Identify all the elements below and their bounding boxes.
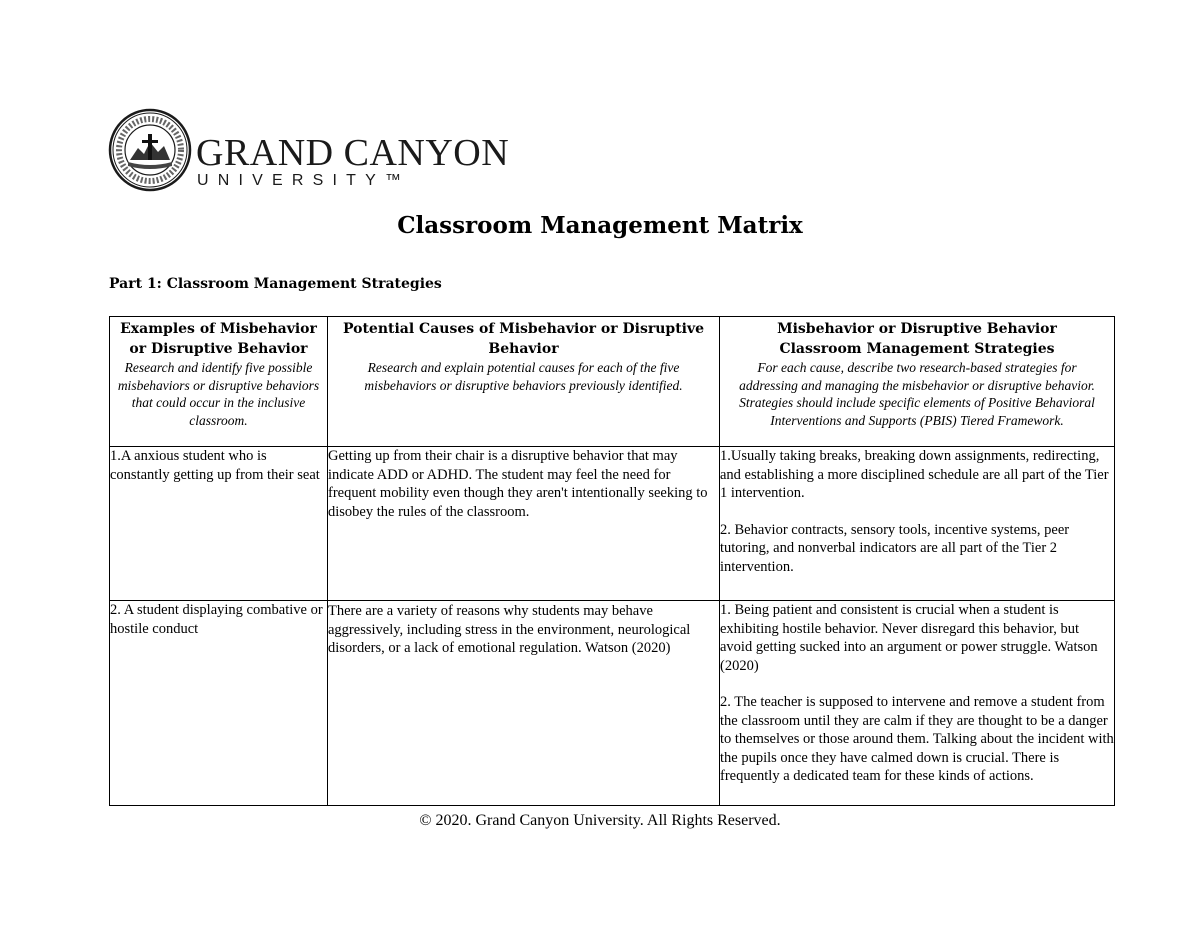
example-cell: 1.A anxious student who is constantly getting up from their seat — [110, 447, 328, 601]
university-logo — [108, 108, 510, 193]
strategy-cell — [720, 447, 1115, 601]
classroom-management-table — [109, 316, 1115, 806]
header-title: Misbehavior or Disruptive Behavior Classroom Management Strategies — [777, 321, 1057, 357]
header-title: Examples of Misbehavior or Disruptive Behavior — [120, 321, 317, 357]
header-cell-causes — [328, 317, 720, 447]
header-description: Research and identify five possible misbehaviors or disruptive behaviors that could occur in the inclusive classroom. — [117, 360, 320, 428]
table-row — [110, 601, 1115, 806]
cause-cell: Getting up from their chair is a disruptive behavior that may indicate ADD or ADHD. The student may feel the need for frequent mobility even though they aren't intentionally seeking to disobey the rules of the classroom. — [328, 447, 720, 601]
header-description: Research and explain potential causes for each of the five misbehaviors or disruptive behaviors previously identified. — [364, 360, 683, 393]
strategy-paragraph: 1. Being patient and consistent is crucial when a student is exhibiting hostile behavior. Never disregard this behavior, but avoid getting sucked into an argument or power struggle. Watson (2020) — [720, 602, 1098, 674]
table-header-row — [110, 317, 1115, 447]
strategy-paragraph: 2. Behavior contracts, sensory tools, incentive systems, peer tutoring, and nonverbal indicators are all part of the Tier 2 intervention. — [720, 521, 1070, 575]
header-cell-examples — [110, 317, 328, 447]
header-description: For each cause, describe two research-based strategies for addressing and managing the misbehavior or disruptive behavior. Strategies should include specific elements of Positive Behavioral Interventions and Supports (PBIS) Tiered Framework. — [739, 360, 1095, 428]
university-seal-icon — [108, 108, 192, 192]
university-name: GRAND CANYON — [196, 132, 510, 174]
header-cell-strategies — [720, 317, 1115, 447]
document-title: Classroom Management Matrix — [397, 212, 803, 239]
part-heading: Part 1: Classroom Management Strategies — [109, 276, 442, 292]
copyright-footer: © 2020. Grand Canyon University. All Rights Reserved. — [419, 812, 781, 829]
strategy-paragraph: 2. The teacher is supposed to intervene and remove a student from the classroom until they are calm if they are thought to be a danger to themselves or those around them. Talking about the incident with the pupils once they have calmed down is crucial. There is frequently a dedicated team for these kinds of actions. — [720, 694, 1114, 784]
example-cell: 2. A student displaying combative or hostile conduct — [110, 601, 328, 806]
strategy-paragraph: 1.Usually taking breaks, breaking down assignments, redirecting, and establishing a more disciplined schedule are all part of the Tier 1 intervention. — [720, 448, 1109, 501]
strategy-cell — [720, 601, 1115, 806]
table-row — [110, 447, 1115, 601]
university-subtitle: UNIVERSITY™ — [197, 172, 411, 189]
header-title: Potential Causes of Misbehavior or Disruptive Behavior — [342, 321, 705, 357]
cause-cell: There are a variety of reasons why students may behave aggressively, including stress in the environment, neurological disorders, or a lack of emotional regulation. Watson (2020) — [328, 601, 720, 806]
